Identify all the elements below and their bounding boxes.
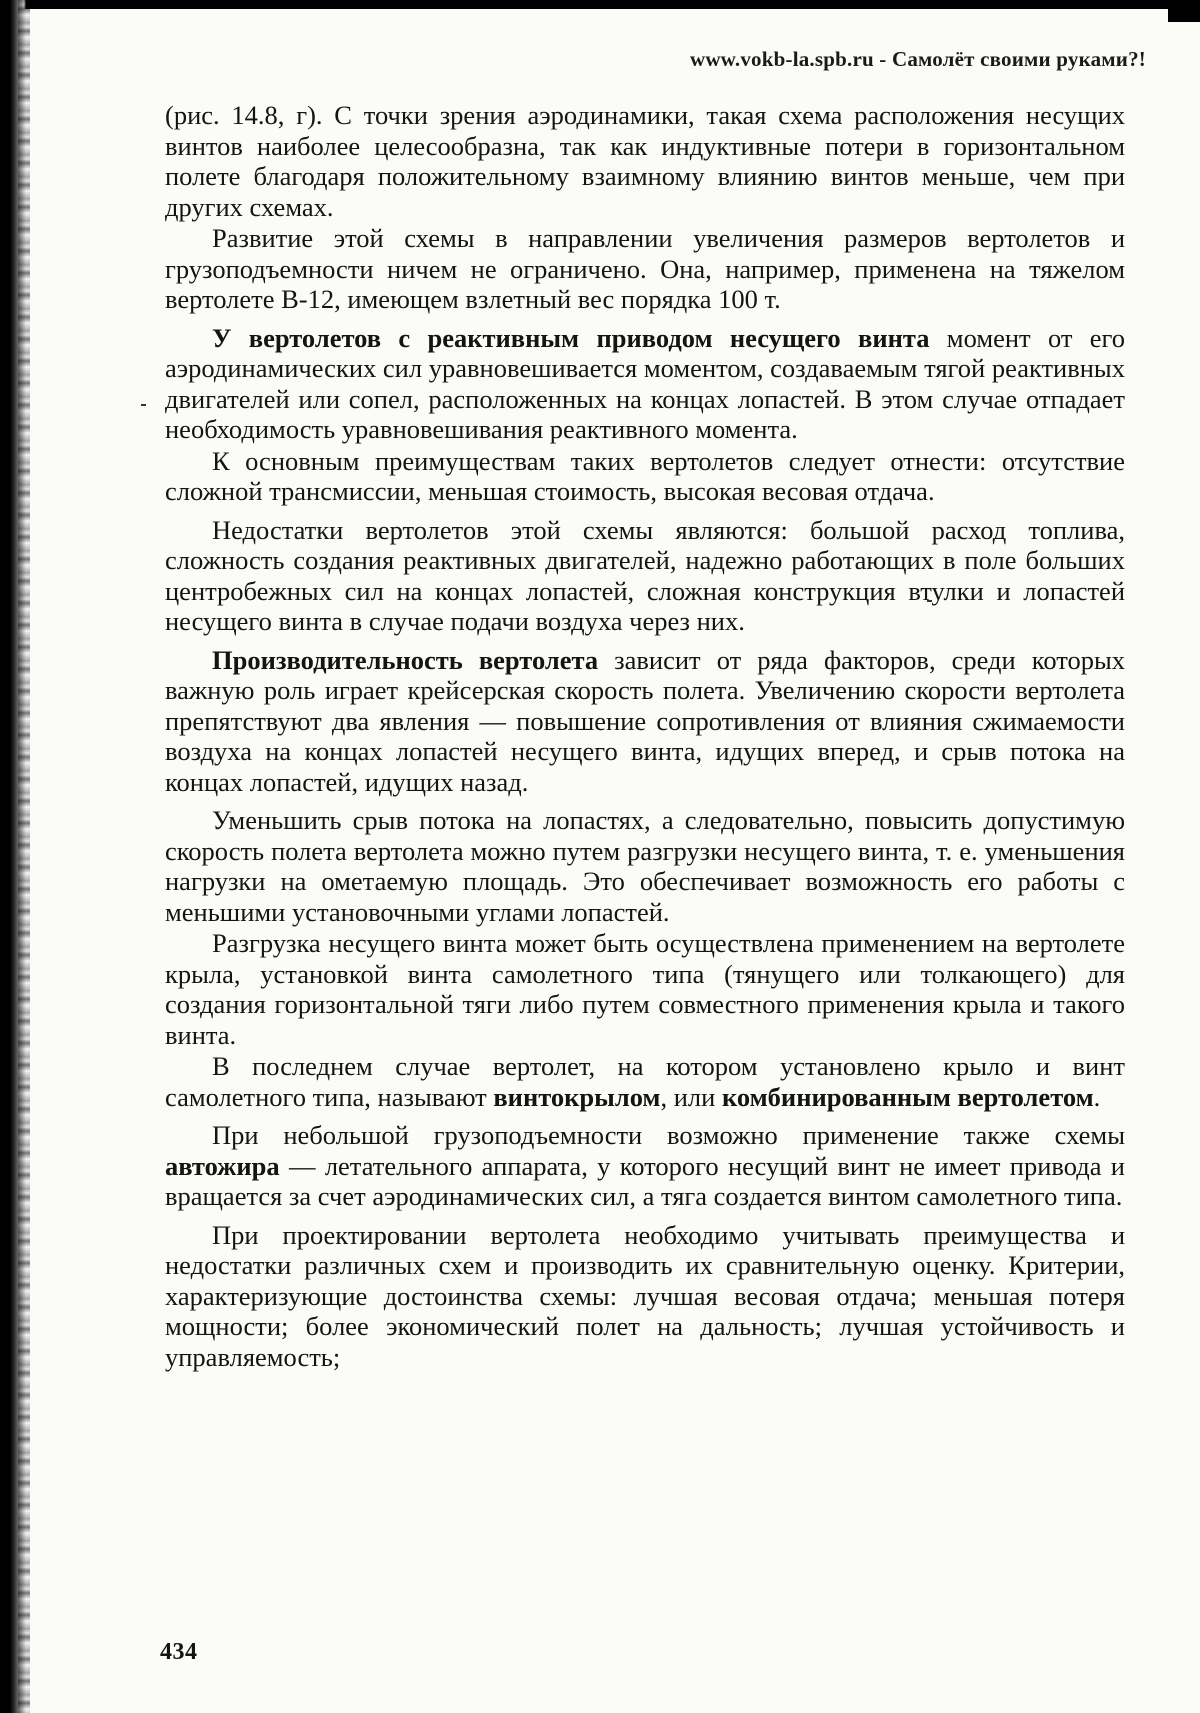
scan-top-border [0, 0, 1200, 9]
bold-term: комбинированным вертолетом [721, 1081, 1094, 1112]
paragraph [165, 323, 1125, 445]
paragraph [165, 515, 1125, 637]
paragraph [165, 1220, 1125, 1373]
bold-term: автожира [165, 1150, 280, 1181]
scan-edge-noise [18, 0, 30, 1713]
paragraph-text: Уменьшить срыв потока на лопастях, а следовательно, повысить допустимую скорость полета вертолета можно путем разгрузки несущего винта, т. е. уменьшения нагрузки на ометаемую площадь. Это обеспечивает возможность его работы с меньшими установочными углами лопастей. [165, 805, 1125, 927]
paragraph-text: Развитие этой схемы в направлении увеличения размеров вертолетов и грузоподъемности ничем не ограничено. Она, например, применена на тяжелом вертолете В-12, имеющем взлетный вес порядка 100 т. [165, 223, 1125, 314]
paragraph [165, 928, 1125, 1050]
paragraph-text: К основным преимуществам таких вертолетов следует отнести: отсутствие сложной трансмиссии, меньшая стоимость, высокая весовая отдача. [165, 445, 1125, 506]
paragraph-text: зависит от ряда факторов, среди которых важную роль играет крейсерская скорость полета. Увеличению скорости вертолета препятствуют два явления — повышение сопротивления от влияния сжимаемости воздуха на концах лопастей несущего винта, идущих вперед, и срыв потока на концах лопастей, идущих назад. [165, 644, 1126, 797]
page-number: 434 [160, 1639, 198, 1665]
paragraph [165, 1051, 1125, 1112]
body-text [165, 100, 1125, 1372]
paragraph-text: момент от его аэродинамических сил уравновешивается моментом, создаваемым тягой реактивных двигателей или сопел, расположенных на концах лопастей. В этом случае отпадает необходимость уравновешивания реактивного момента. [165, 322, 1126, 444]
paragraph-text: В последнем случае вертолет, на котором установлено крыло и винт самолетного типа, называют [165, 1051, 1125, 1112]
paragraph [165, 1120, 1125, 1212]
paragraph [165, 805, 1125, 927]
paragraph-text: — летательного аппарата, у которого несущий винт не имеет привода и вращается за счет аэродинамических сил, а тяга создается винтом самолетного типа. [165, 1150, 1125, 1211]
scan-speck [141, 404, 146, 406]
paragraph-text: При проектировании вертолета необходимо учитывать преимущества и недостатки различных схем и производить их сравнительную оценку. Критерии, характеризующие достоинства схемы: лучшая весовая отдача; меньшая потеря мощности; более экономический полет на дальность; лучшая устойчивость и управляемость; [165, 1219, 1125, 1372]
bold-term: Производительность вертолета [212, 644, 599, 675]
paragraph-text: Разгрузка несущего винта может быть осуществлена применением на вертолете крыла, установкой винта самолетного типа (тянущего или толкающего) для создания горизонтальной тяги либо путем совместного применения крыла и такого винта. [165, 928, 1125, 1050]
paragraph-text: . [1093, 1081, 1101, 1112]
paragraph [165, 223, 1125, 315]
paragraph-text: , или [660, 1081, 722, 1112]
paragraph-text: При небольшой грузоподъемности возможно применение также схемы [212, 1120, 1125, 1150]
paragraph [165, 645, 1125, 798]
paragraph-text: Недостатки вертолетов этой схемы являются: большой расход топлива, сложность создания реактивных двигателей, надежно работающих в поле больших центробежных сил на концах лопастей, сложная конструкция втулки и лопастей несущего винта в случае подачи воздуха через них. [165, 514, 1125, 636]
paragraph [165, 446, 1125, 507]
paragraph [165, 100, 1125, 222]
bold-term: У вертолетов с реактивным приводом несущего винта [212, 322, 930, 353]
bold-term: винтокрылом [493, 1081, 661, 1112]
page-header: www.vokb-la.spb.ru - Самолёт своими руками?! [689, 47, 1146, 71]
paragraph-text: (рис. 14.8, г). С точки зрения аэродинамики, такая схема расположения несущих винтов наиболее целесообразна, так как индуктивные потери в горизонтальном полете благодаря положительному взаимному влиянию винтов меньше, чем при других схемах. [165, 100, 1125, 222]
scan-corner-mark [1168, 0, 1200, 22]
